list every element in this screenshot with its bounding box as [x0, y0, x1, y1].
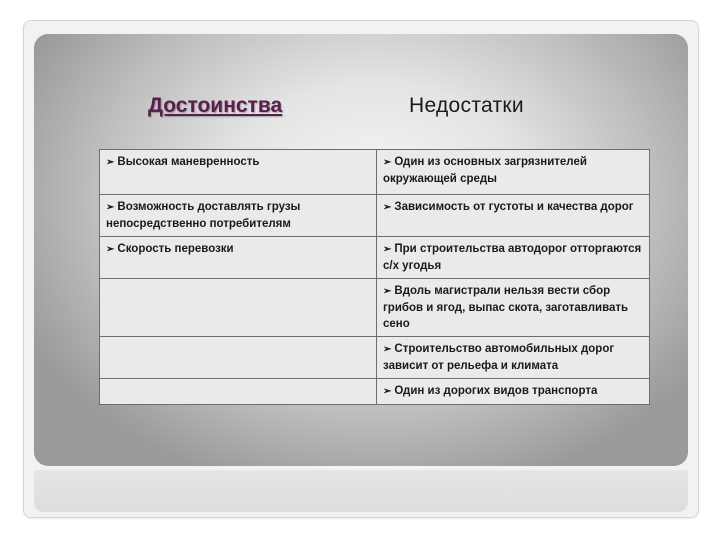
- table-row: [100, 279, 650, 337]
- con-cell: [377, 279, 650, 337]
- table-row: [100, 379, 650, 405]
- con-text: При строительства автодорог отторгаются с/х угодья: [383, 243, 642, 272]
- pro-cell: [100, 237, 377, 279]
- con-text: Один из основных загрязнителей окружающей среды: [383, 156, 587, 185]
- bullet-arrow-icon: ➢: [106, 202, 115, 213]
- con-text: Один из дорогих видов транспорта: [394, 385, 598, 397]
- bullet-arrow-icon: ➢: [383, 202, 392, 213]
- bullet-arrow-icon: ➢: [106, 244, 115, 255]
- con-cell: [377, 195, 650, 237]
- pro-cell-empty: [100, 337, 377, 379]
- table-row: [100, 195, 650, 237]
- bullet-arrow-icon: ➢: [106, 157, 115, 168]
- con-cell: [377, 337, 650, 379]
- slide-bottom-bar: [34, 470, 688, 512]
- table-row: [100, 150, 650, 195]
- table-row: [100, 237, 650, 279]
- con-cell: [377, 379, 650, 405]
- bullet-arrow-icon: ➢: [383, 286, 392, 297]
- con-cell: [377, 150, 650, 195]
- bullet-arrow-icon: ➢: [383, 344, 392, 355]
- heading-disadvantages: Недостатки: [409, 94, 524, 117]
- table-row: [100, 337, 650, 379]
- pro-text: Возможность доставлять грузы непосредственно потребителям: [106, 201, 301, 230]
- bullet-arrow-icon: ➢: [383, 157, 392, 168]
- con-text: Строительство автомобильных дорог зависит от рельефа и климата: [383, 343, 615, 372]
- con-text: Вдоль магистрали нельзя вести сбор грибов и ягод, выпас скота, заготавливать сено: [383, 285, 629, 330]
- heading-advantages: Достоинства: [148, 94, 283, 117]
- pro-cell: [100, 150, 377, 195]
- bullet-arrow-icon: ➢: [383, 386, 392, 397]
- pro-cell: [100, 195, 377, 237]
- pro-text: Высокая маневренность: [117, 156, 260, 168]
- pro-text: Скорость перевозки: [117, 243, 234, 255]
- bullet-arrow-icon: ➢: [383, 244, 392, 255]
- pro-cell-empty: [100, 379, 377, 405]
- con-cell: [377, 237, 650, 279]
- comparison-table: [99, 149, 650, 405]
- pro-cell-empty: [100, 279, 377, 337]
- con-text: Зависимость от густоты и качества дорог: [394, 201, 634, 213]
